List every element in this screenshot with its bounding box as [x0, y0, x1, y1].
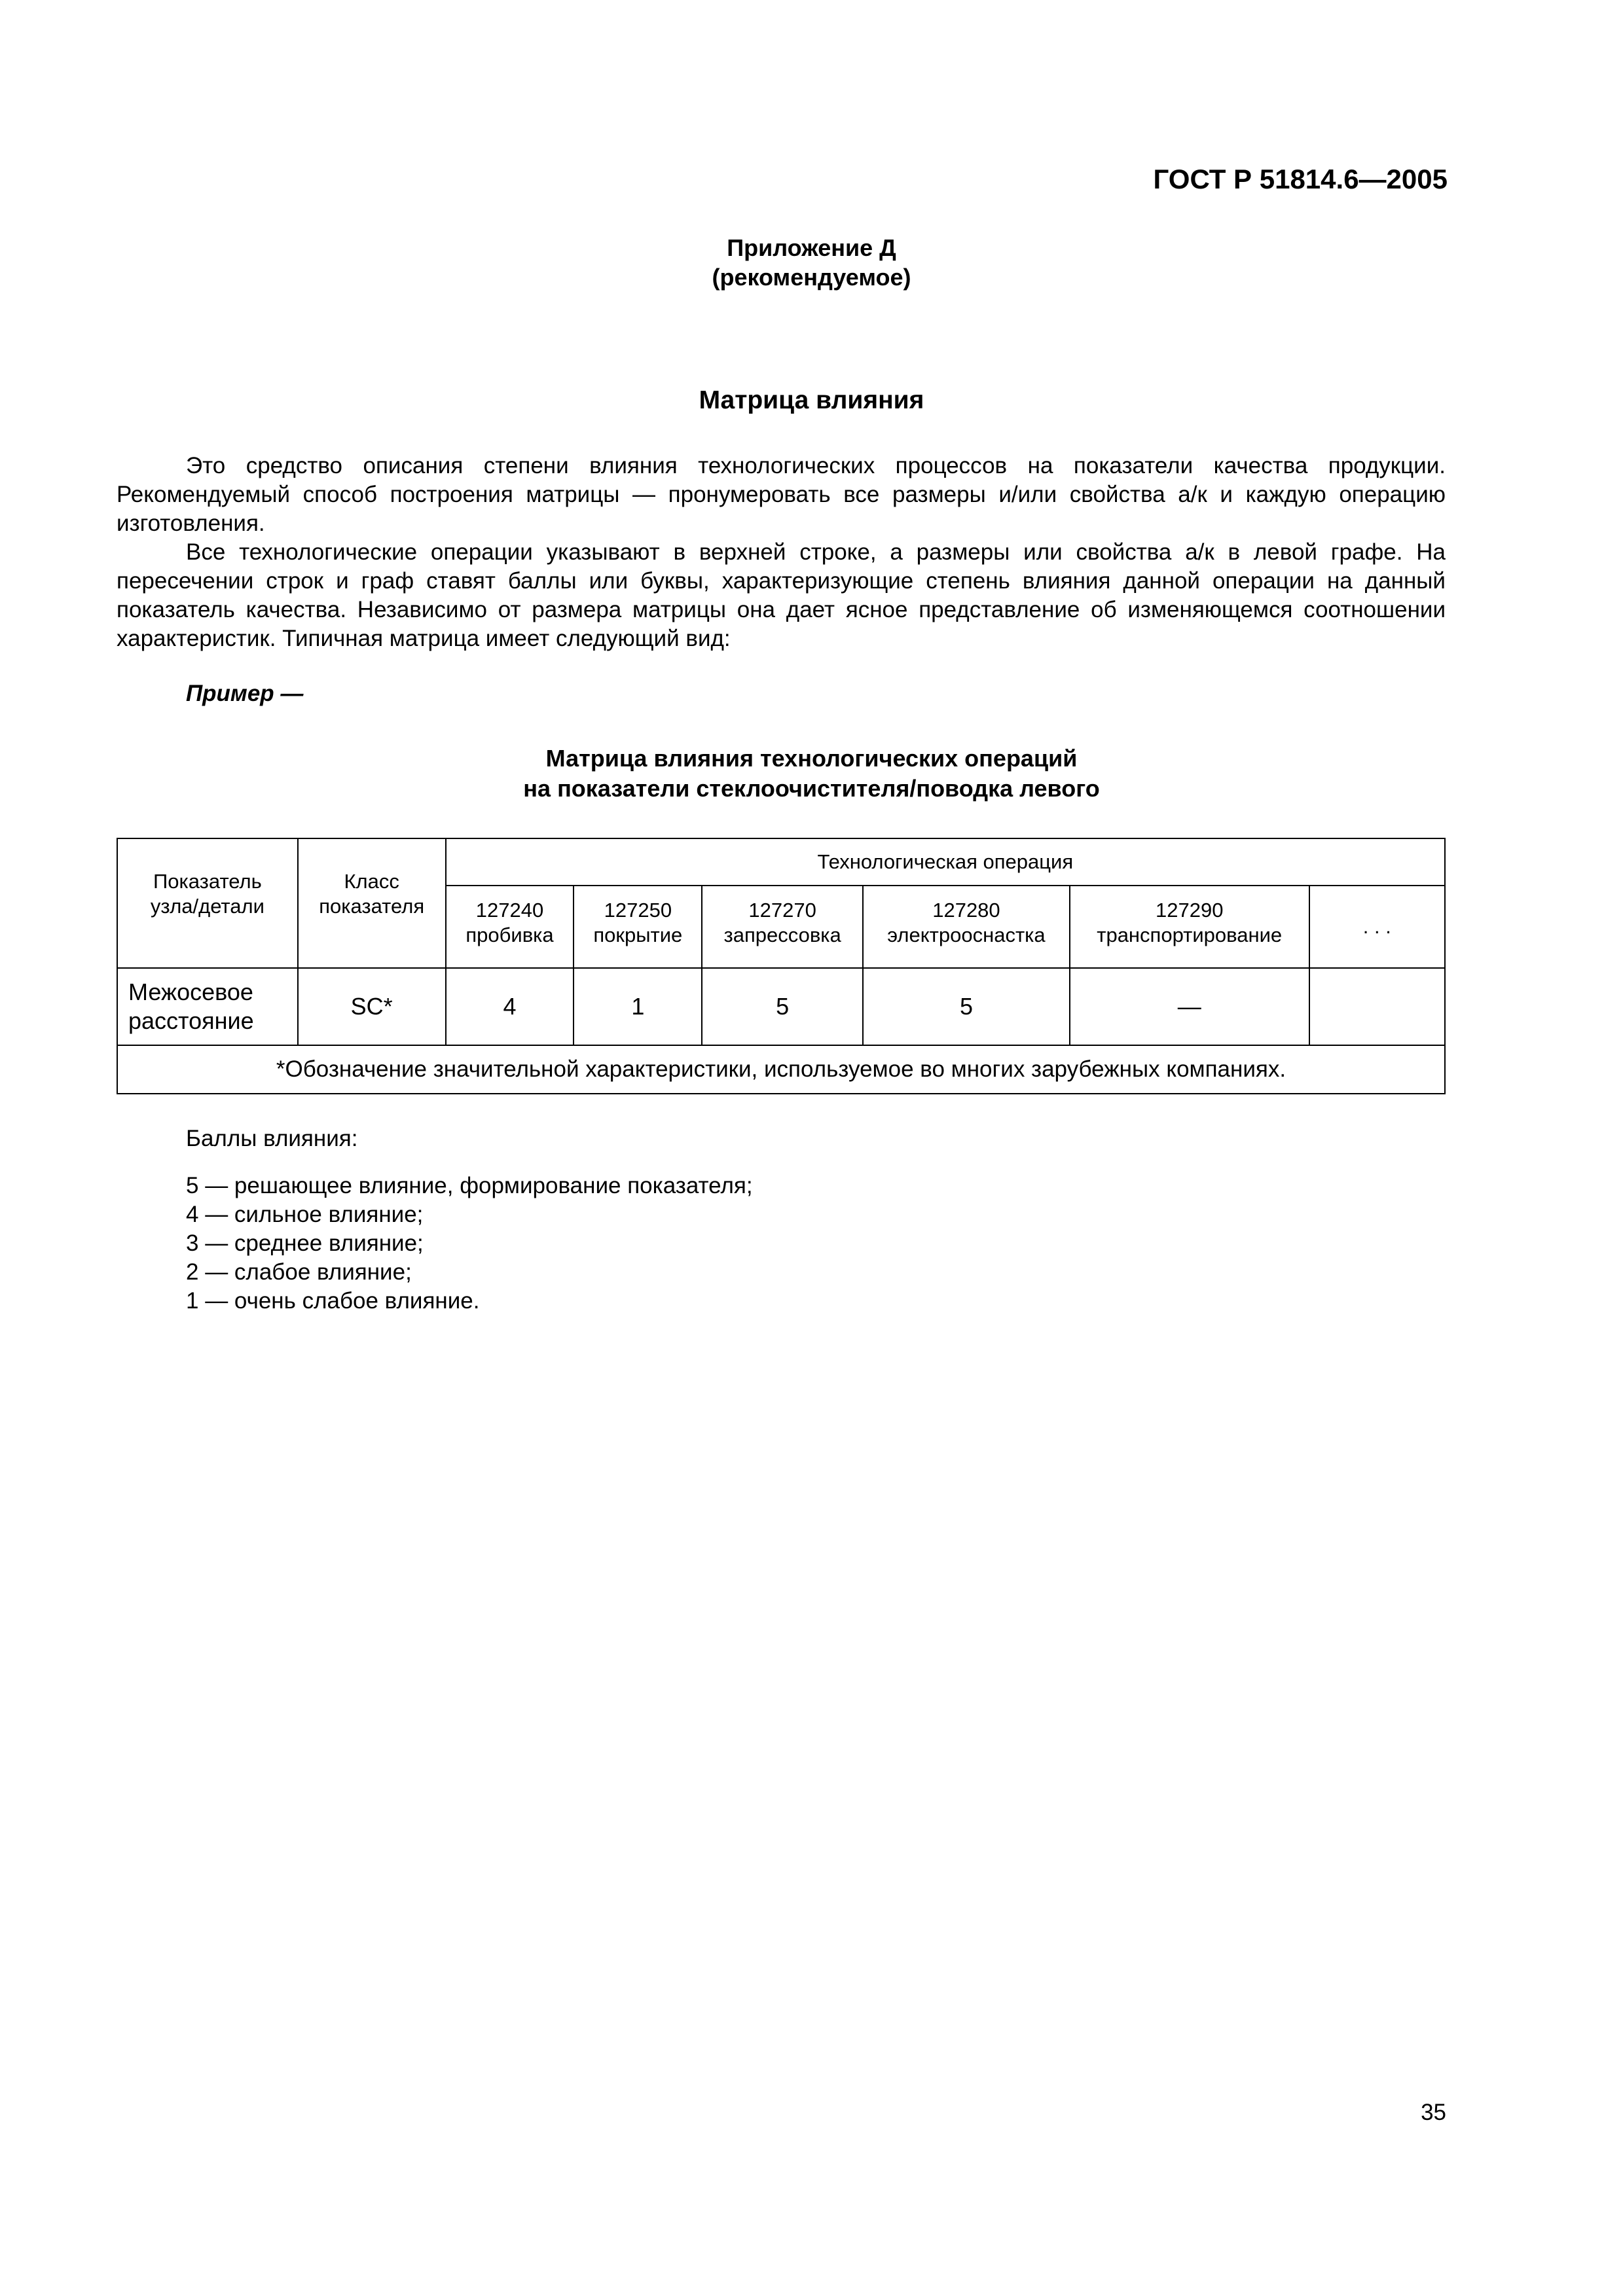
list-item: 1 — очень слабое влияние.	[186, 1288, 480, 1314]
header-indicator	[117, 838, 298, 968]
page-number: 35	[1421, 2100, 1446, 2125]
operation-header	[863, 886, 1070, 968]
header-operations: Технологическая операция	[446, 838, 1445, 886]
section-title: Матрица влияния	[699, 386, 924, 414]
operation-name: пробивка	[465, 924, 554, 946]
standard-code: ГОСТ Р 51814.6—2005	[1153, 164, 1448, 194]
operation-header	[446, 886, 574, 968]
operation-code: 127250	[604, 899, 672, 922]
row-score	[1309, 968, 1445, 1045]
paragraph-1	[117, 452, 1446, 538]
operation-code: 127280	[932, 899, 1000, 922]
row-class: SC*	[298, 968, 446, 1045]
row-indicator	[117, 968, 298, 1045]
list-item: 3 — среднее влияние;	[186, 1230, 424, 1256]
operation-code: 127290	[1155, 899, 1224, 922]
row-score: 4	[446, 968, 574, 1045]
header-indicator-line-2: узла/детали	[150, 895, 264, 918]
table-row	[117, 968, 1445, 1045]
header-class-line-2: показателя	[319, 895, 425, 918]
table-header-row-1	[117, 838, 1445, 886]
row-score: 5	[702, 968, 863, 1045]
table-footnote: *Обозначение значительной характеристики, используемое во многих зарубежных компаниях.	[117, 1045, 1445, 1094]
list-item: 4 — сильное влияние;	[186, 1202, 424, 1227]
table-title-line-2: на показатели стеклоочистителя/поводка левого	[523, 775, 1100, 802]
row-indicator-line-2: расстояние	[128, 1007, 254, 1034]
operation-header	[574, 886, 702, 968]
operation-name: покрытие	[593, 924, 683, 946]
paragraph-text: Все технологические операции указывают в верхней строке, а размеры или свойства а/к в левой графе. На пересечении строк и граф ставят баллы или буквы, характеризующие степень влияния данной операции на данный показатель качества. Независимо от размера матрицы она дает ясное представление об изменяющемся соотношении характеристик. Типичная матрица имеет следующий вид:	[117, 539, 1446, 651]
header-class	[298, 838, 446, 968]
row-score: 1	[574, 968, 702, 1045]
table-footnote-row	[117, 1045, 1445, 1094]
list-item: 2 — слабое влияние;	[186, 1259, 412, 1285]
operation-code: 127240	[475, 899, 544, 922]
scores-heading: Баллы влияния:	[186, 1126, 358, 1151]
row-indicator-line-1: Межосевое	[128, 978, 253, 1005]
list-item: 5 — решающее влияние, формирование показателя;	[186, 1173, 753, 1198]
operation-header-ellipsis: . . .	[1309, 886, 1445, 968]
row-score: —	[1070, 968, 1309, 1045]
operation-name: запрессовка	[723, 924, 841, 946]
header-class-line-1: Класс	[344, 870, 399, 893]
influence-matrix-table	[117, 838, 1446, 1094]
annex-heading	[0, 233, 1623, 292]
operation-name: транспортирование	[1097, 924, 1283, 946]
header-indicator-line-1: Показатель	[153, 870, 262, 893]
row-score: 5	[863, 968, 1070, 1045]
operation-header	[702, 886, 863, 968]
paragraph-2	[117, 538, 1446, 653]
annex-status: (рекомендуемое)	[712, 264, 911, 291]
operation-name: электрооснастка	[887, 924, 1046, 946]
table-title-line-1: Матрица влияния технологических операций	[545, 745, 1078, 772]
operation-code: 127270	[748, 899, 816, 922]
example-label: Пример —	[186, 681, 304, 706]
paragraph-text: Это средство описания степени влияния технологических процессов на показатели качества продукции. Рекомендуемый способ построения матрицы — пронумеровать все размеры и/или свойства а/к и каждую операцию изготовления.	[117, 453, 1446, 536]
operation-header	[1070, 886, 1309, 968]
annex-label: Приложение Д	[727, 234, 896, 261]
table-title	[0, 744, 1623, 804]
scores-list	[186, 1172, 753, 1316]
